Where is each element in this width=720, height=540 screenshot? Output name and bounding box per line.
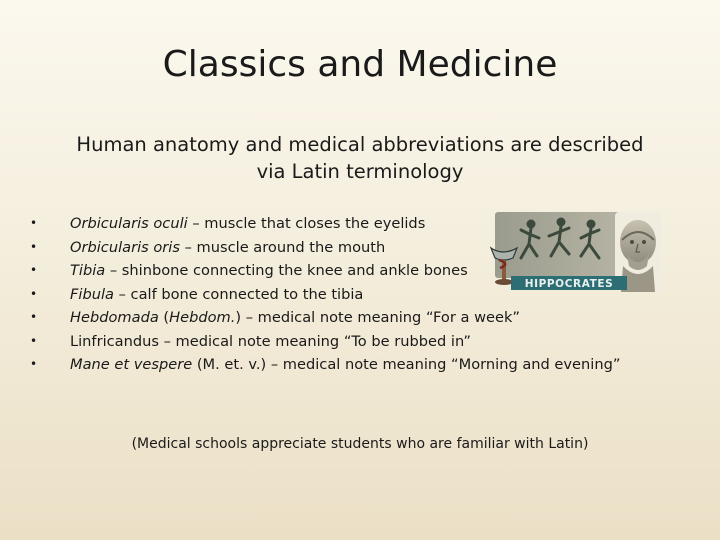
bullet-dot: • xyxy=(30,216,38,230)
slide-title: Classics and Medicine xyxy=(162,44,558,85)
hippocrates-illustration xyxy=(487,210,662,294)
term-definition: – muscle around the mouth xyxy=(179,238,386,256)
slide-subtitle: Human anatomy and medical abbreviations are described via Latin terminology xyxy=(76,133,644,183)
latin-term: Orbicularis oculi xyxy=(70,215,188,232)
bullet-dot: • xyxy=(30,310,38,324)
term-definition: – muscle that closes the eyelids xyxy=(187,215,426,232)
footnote: (Medical schools appreciate students who are familiar with Latin) xyxy=(131,436,589,452)
latin-term: Fibula xyxy=(70,285,114,303)
term-definition: (M. et. v.) – medical note meaning “Morning and evening” xyxy=(192,356,621,373)
bullet-dot: • xyxy=(30,286,38,301)
latin-term: Orbicularis oris xyxy=(70,238,180,256)
bullet-dot: • xyxy=(30,333,38,348)
bullet-dot: • xyxy=(30,357,38,371)
latin-term: Mane et vespere xyxy=(70,356,193,373)
term-definition: Linfricandus – medical note meaning “To be rubbed in” xyxy=(70,332,471,350)
latin-abbreviation: Hebdom. xyxy=(169,309,236,326)
bullet-dot: • xyxy=(30,263,38,277)
term-definition: ( xyxy=(158,309,170,326)
image-caption: HIPPOCRATES xyxy=(524,278,614,290)
bullet-item xyxy=(30,353,620,377)
bullet-item xyxy=(30,306,620,330)
bullet-dot: • xyxy=(30,239,38,254)
term-definition-rest: ) – medical note meaning “For a week” xyxy=(235,309,520,326)
bullet-item xyxy=(30,330,620,354)
latin-term: Tibia xyxy=(70,262,106,279)
term-definition: – shinbone connecting the knee and ankle bones xyxy=(105,262,468,279)
latin-term: Hebdomada xyxy=(70,309,159,326)
term-definition: – calf bone connected to the tibia xyxy=(113,285,364,303)
